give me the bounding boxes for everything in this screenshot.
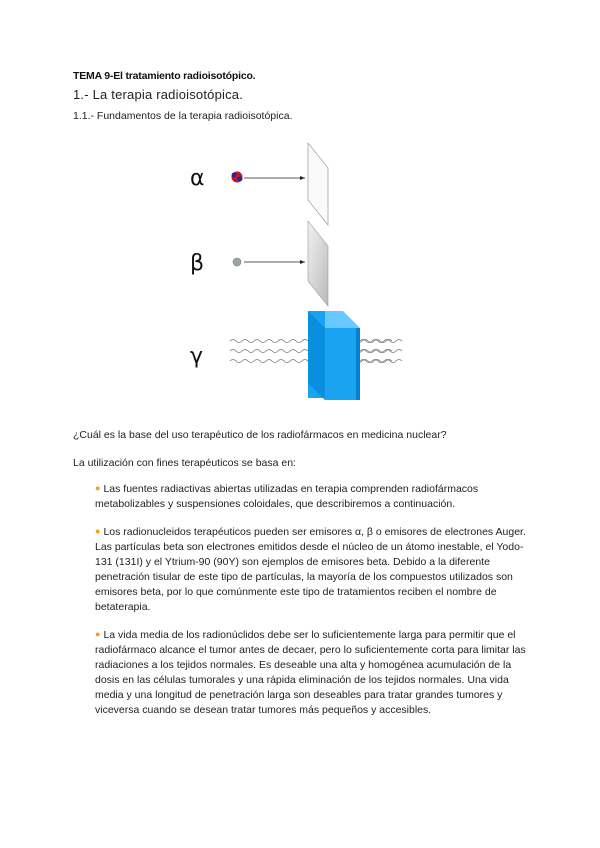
list-item [95,525,535,615]
bullet-icon: ● [95,483,101,493]
aluminium-sheet [308,221,328,306]
bullet-text: Las fuentes radiactivas abiertas utilizadas en terapia comprenden radiofármacos metabolizables y suspensiones coloidales, que describiremos a continuación. [95,483,479,510]
intro-text: La utilización con fines terapéuticos se basa en: [73,457,296,469]
bullet-icon: ● [95,629,101,639]
lead-block [308,311,360,400]
document-title: TEMA 9-El tratamiento radioisotópico. [73,70,256,82]
beta-label: β [190,251,205,276]
radiation-penetration-figure [180,138,410,408]
subsection-heading: 1.1.- Fundamentos de la terapia radioisotópica. [73,110,293,122]
gamma-waves-through [360,340,402,363]
list-item [95,482,535,512]
bullet-icon: ● [95,526,101,536]
alpha-label: α [190,166,205,191]
gamma-label: γ [190,344,204,369]
question-text: ¿Cuál es la base del uso terapéutico de los radiofármacos en medicina nuclear? [73,429,447,441]
bullet-text: Los radionucleidos terapéuticos pueden ser emisores α, β o emisores de electrones Auger. Las partículas beta son electrones emitidos desde el núcleo de un átomo inestable, el Yodo-131 (131I) y el Ytrium-90 (90Y) son ejemplos de emisores beta. Debido a la diferente penetración tisular de este tipo de partículas, la mayoría de los compuestos utilizados son emisores beta, por lo que comúnmente este tipo de tratamientos reciben el nombre de betaterapia. [95,526,526,613]
section-heading: 1.- La terapia radioisotópica. [73,87,244,102]
paper-sheet [308,143,328,225]
bullet-text: La vida media de los radionúclidos debe ser lo suficientemente larga para permitir que el radiofármaco alcance el tumor antes de decaer, pero lo suficientemente corta para limitar las radiaciones a los tejidos normales. Es deseable una alta y homogénea acumulación de la dosis en las células tumorales y una rápida eliminación de los tejidos normales. Una vida media y una longitud de penetración larga son deseables para tratar grandes tumores y viceversa cuando se desean tratar tumores más pequeños y accesibles. [95,629,526,716]
alpha-particle [232,172,243,183]
beta-particle [233,258,241,266]
list-item [95,628,535,718]
